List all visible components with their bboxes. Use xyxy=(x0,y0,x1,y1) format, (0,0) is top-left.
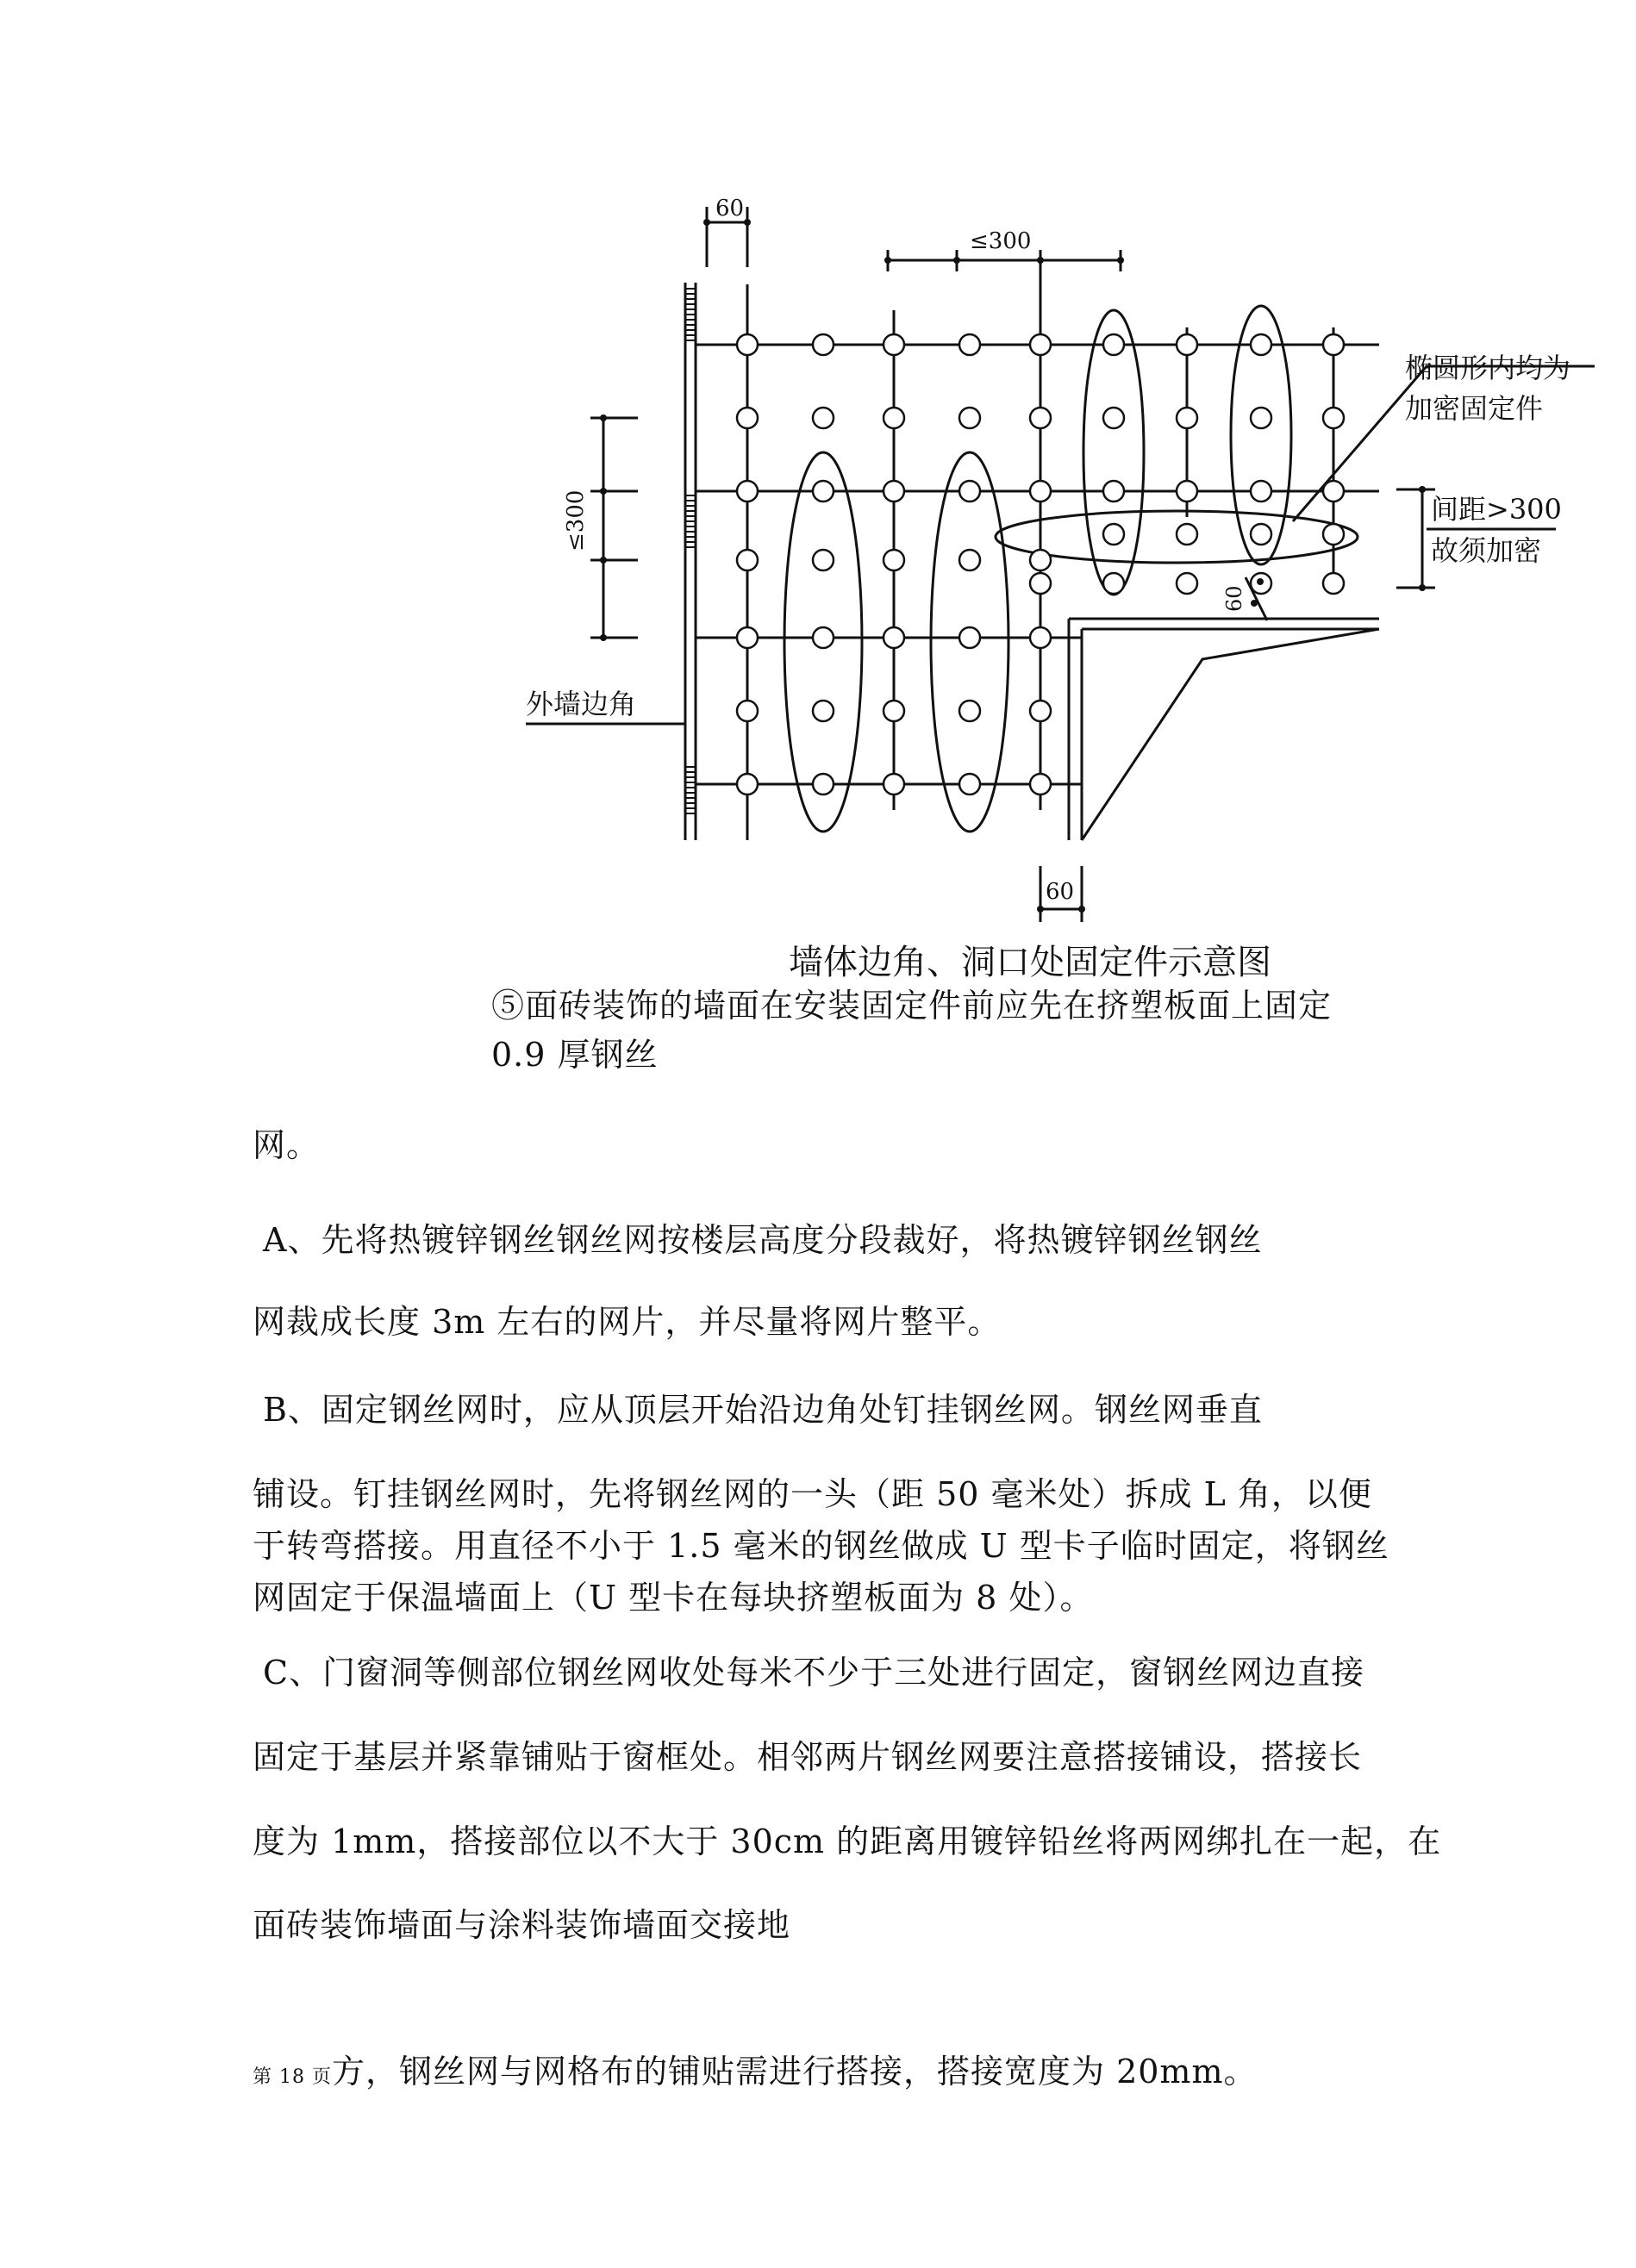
fastener-circle xyxy=(1103,524,1124,545)
fastener-circle xyxy=(1030,408,1051,428)
fastener-circle xyxy=(813,701,834,721)
page-number: 第 18 页 xyxy=(253,2066,332,2088)
fastener-circle xyxy=(1030,550,1051,570)
fastener-circle xyxy=(813,627,834,648)
fastener-circle xyxy=(737,701,758,721)
paragraph-c-line-2: 固定于基层并紧靠铺贴于窗框处。相邻两片钢丝网要注意搭接铺设，搭接长 xyxy=(253,1738,1363,1776)
dimension-tick xyxy=(600,488,607,495)
fastener-circle xyxy=(884,550,904,570)
paragraph-b-line-1: B、固定钢丝网时，应从顶层开始沿边角处钉挂钢丝网。钢丝网垂直 xyxy=(263,1391,1263,1429)
footer-text: 方，钢丝网与网格布的铺贴需进行搭接，搭接宽度为 20mm。 xyxy=(331,2053,1258,2090)
opening-edge-line xyxy=(1082,629,1379,840)
fastener-diagram xyxy=(0,0,1636,991)
fastener-circle xyxy=(1030,627,1051,648)
fastener-circle xyxy=(1251,334,1271,355)
dim-right-small-label: 60 xyxy=(1222,585,1246,612)
fastener-circle xyxy=(959,627,980,648)
fastener-circle xyxy=(1323,408,1344,428)
paragraph-5-line-3: 网。 xyxy=(253,1126,321,1164)
callout-gap-line2: 故须加密 xyxy=(1431,534,1542,567)
dim-top-small-label: 60 xyxy=(715,196,745,221)
fastener-circle xyxy=(737,550,758,570)
dimension-tick xyxy=(884,257,891,264)
fastener-circle xyxy=(1323,334,1344,355)
fastener-circle xyxy=(1103,408,1124,428)
paragraph-5-line-1: ⑤面砖装饰的墙面在安装固定件前应先在挤塑板面上固定 xyxy=(491,987,1333,1025)
fastener-circle xyxy=(959,481,980,502)
fastener-circle xyxy=(813,334,834,355)
dim-top-spacing-label: ≤300 xyxy=(970,228,1032,254)
fastener-circle xyxy=(1030,573,1051,594)
paragraph-c-line-3: 度为 1mm，搭接部位以不大于 30cm 的距离用镀锌铅丝将两网绑扎在一起，在 xyxy=(253,1822,1442,1860)
dim-bottom-small-label: 60 xyxy=(1046,879,1075,905)
fastener-circle xyxy=(1251,481,1271,502)
fastener-circle xyxy=(1177,573,1197,594)
fastener-circle xyxy=(813,774,834,794)
dimension-tick xyxy=(1037,257,1044,264)
fastener-circle xyxy=(737,774,758,794)
fastener-circle xyxy=(1103,334,1124,355)
fastener-circle xyxy=(884,774,904,794)
dimension-tick xyxy=(1078,906,1085,913)
fastener-circle xyxy=(737,481,758,502)
dimension-tick xyxy=(1117,257,1124,264)
dimension-tick xyxy=(1419,584,1426,591)
paragraph-a-line-2: 网裁成长度 3m 左右的网片，并尽量将网片整平。 xyxy=(253,1303,1002,1341)
dimension-tick xyxy=(1419,486,1426,493)
fastener-circle xyxy=(737,627,758,648)
dimension-tick xyxy=(600,414,607,421)
fastener-circle xyxy=(959,774,980,794)
dimension-tick xyxy=(600,634,607,641)
fastener-circle xyxy=(1030,701,1051,721)
fastener-circle xyxy=(1030,481,1051,502)
fastener-circle xyxy=(1177,408,1197,428)
fastener-circle xyxy=(1177,334,1197,355)
fastener-circle xyxy=(959,550,980,570)
fastener-circle xyxy=(884,627,904,648)
paragraph-a-line-1: A、先将热镀锌钢丝钢丝网按楼层高度分段裁好，将热镀锌钢丝钢丝 xyxy=(263,1221,1263,1259)
dimension-tick xyxy=(1251,600,1258,607)
corner-label: 外墙边角 xyxy=(526,688,637,720)
fastener-circle xyxy=(1103,481,1124,502)
fastener-circle xyxy=(1251,524,1271,545)
paragraph-c-line-1: C、门窗洞等侧部位钢丝网收处每米不少于三处进行固定，窗钢丝网边直接 xyxy=(263,1654,1365,1692)
paragraph-b-line-4: 网固定于保温墙面上（U 型卡在每块挤塑板面为 8 处）。 xyxy=(253,1579,1094,1617)
callout-gap-line1: 间距>300 xyxy=(1431,493,1562,526)
fastener-circle xyxy=(813,550,834,570)
dimension-tick xyxy=(953,257,960,264)
dimension-tick xyxy=(1037,906,1044,913)
fastener-circle xyxy=(959,334,980,355)
paragraph-c-line-4: 面砖装饰墙面与涂料装饰墙面交接地 xyxy=(253,1906,791,1944)
dimension-tick xyxy=(703,219,710,226)
fastener-circle xyxy=(884,701,904,721)
fastener-circle xyxy=(959,408,980,428)
fastener-circle xyxy=(884,408,904,428)
figure-caption: 墙体边角、洞口处固定件示意图 xyxy=(789,943,1271,982)
fastener-circle xyxy=(1323,573,1344,594)
fastener-circle xyxy=(1323,524,1344,545)
fastener-circle xyxy=(1103,573,1124,594)
callout-ellipse-line1: 椭圆形内均为 xyxy=(1405,352,1571,384)
fastener-circle xyxy=(737,334,758,355)
fastener-circle xyxy=(813,481,834,502)
fastener-circle xyxy=(1251,408,1271,428)
paragraph-b-line-3: 于转弯搭接。用直径不小于 1.5 毫米的钢丝做成 U 型卡子临时固定，将钢丝 xyxy=(253,1527,1389,1565)
fastener-circle xyxy=(1323,481,1344,502)
fastener-circle xyxy=(1030,334,1051,355)
fastener-circle xyxy=(959,701,980,721)
paragraph-b-line-2: 铺设。钉挂钢丝网时，先将钢丝网的一头（距 50 毫米处）拆成 L 角，以便 xyxy=(253,1475,1372,1513)
fastener-circle xyxy=(884,481,904,502)
dim-left-spacing-label: ≤300 xyxy=(563,489,589,551)
callout-ellipse-line2: 加密固定件 xyxy=(1405,392,1544,425)
fastener-circle xyxy=(1177,524,1197,545)
dimension-tick xyxy=(1257,578,1264,585)
dimension-tick xyxy=(600,557,607,564)
fastener-circle xyxy=(884,334,904,355)
fastener-circle xyxy=(1030,774,1051,794)
page-footer xyxy=(253,2055,1258,2088)
fastener-circle xyxy=(737,408,758,428)
fastener-circle xyxy=(1177,481,1197,502)
dimension-tick xyxy=(744,219,751,226)
paragraph-5-line-2: 0.9 厚钢丝 xyxy=(491,1036,659,1074)
fastener-circle xyxy=(813,408,834,428)
